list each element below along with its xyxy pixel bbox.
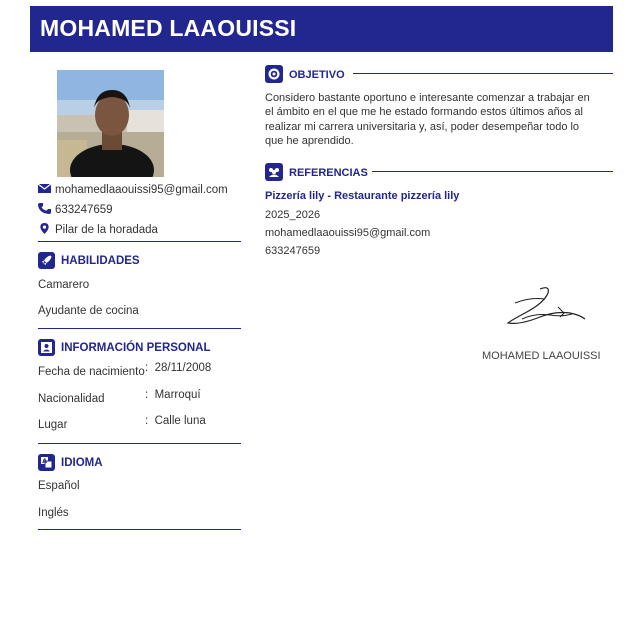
translate-icon — [38, 454, 55, 471]
language-item: Inglés — [38, 507, 69, 519]
nationality-label: Nacionalidad — [38, 393, 105, 405]
skill-item: Ayudante de cocina — [38, 305, 139, 317]
objective-section-title — [265, 65, 345, 83]
birthdate-label: Fecha de nacimiento — [38, 366, 145, 378]
signature-graphic — [500, 283, 590, 331]
target-icon — [265, 65, 283, 83]
references-rule — [372, 171, 613, 172]
personal-section-title — [38, 339, 211, 356]
profile-photo — [57, 70, 164, 177]
birthdate-value: : 28/11/2008 — [145, 362, 212, 374]
divider — [38, 529, 241, 530]
objective-line: Considero bastante oportuno e interesante comenzar a trabajar en — [265, 92, 590, 104]
objective-line: realizar mi carrera universitaria y, así, poder desempeñar todo lo — [265, 120, 580, 133]
contact-phone — [38, 203, 113, 216]
objective-rule — [353, 73, 613, 74]
skills-section-title — [38, 252, 140, 269]
reference-phone: 633247659 — [265, 245, 321, 257]
reference-period: 2025_2026 — [265, 209, 321, 221]
language-item: Español — [38, 480, 80, 492]
envelope-icon — [38, 183, 51, 194]
person-icon — [38, 339, 55, 356]
divider — [38, 241, 241, 242]
reference-company: Pizzería lily - Restaurante pizzería lily — [265, 190, 460, 202]
divider — [38, 328, 241, 329]
map-pin-icon — [38, 223, 51, 234]
objective-paragraph — [265, 91, 610, 148]
signature-name: MOHAMED LAAOUISSI — [482, 350, 601, 362]
place-label: Lugar — [38, 419, 68, 431]
divider — [38, 443, 241, 444]
skill-item: Camarero — [38, 279, 90, 291]
objective-line: el ámbito en el que me he estado formando estos últimos años al — [265, 106, 583, 119]
svg-text:A: A — [42, 458, 47, 465]
language-title-text: IDIOMA — [61, 457, 103, 469]
contact-email — [38, 183, 228, 196]
email-text: mohamedlaaouissi95@gmail.com — [55, 184, 228, 196]
phone-text: 633247659 — [55, 204, 113, 216]
phone-icon — [38, 203, 51, 214]
objective-title-text: OBJETIVO — [289, 69, 345, 81]
references-title-text: REFERENCIAS — [289, 167, 368, 179]
people-icon — [265, 163, 283, 181]
nationality-value: : Marroquí — [145, 389, 201, 401]
rocket-icon — [38, 252, 55, 269]
language-section-title — [38, 454, 103, 471]
objective-line: que he aprendido. — [265, 134, 354, 147]
location-text: Pilar de la horadada — [55, 224, 158, 236]
contact-location — [38, 223, 158, 236]
reference-email: mohamedlaaouissi95@gmail.com — [265, 227, 431, 239]
header-bar — [30, 6, 613, 52]
references-section-title — [265, 163, 368, 181]
skills-title-text: HABILIDADES — [61, 255, 140, 267]
place-value: : Calle luna — [145, 415, 206, 427]
candidate-name: MOHAMED LAAOUISSI — [40, 15, 297, 41]
personal-title-text: INFORMACIÓN PERSONAL — [61, 342, 211, 354]
